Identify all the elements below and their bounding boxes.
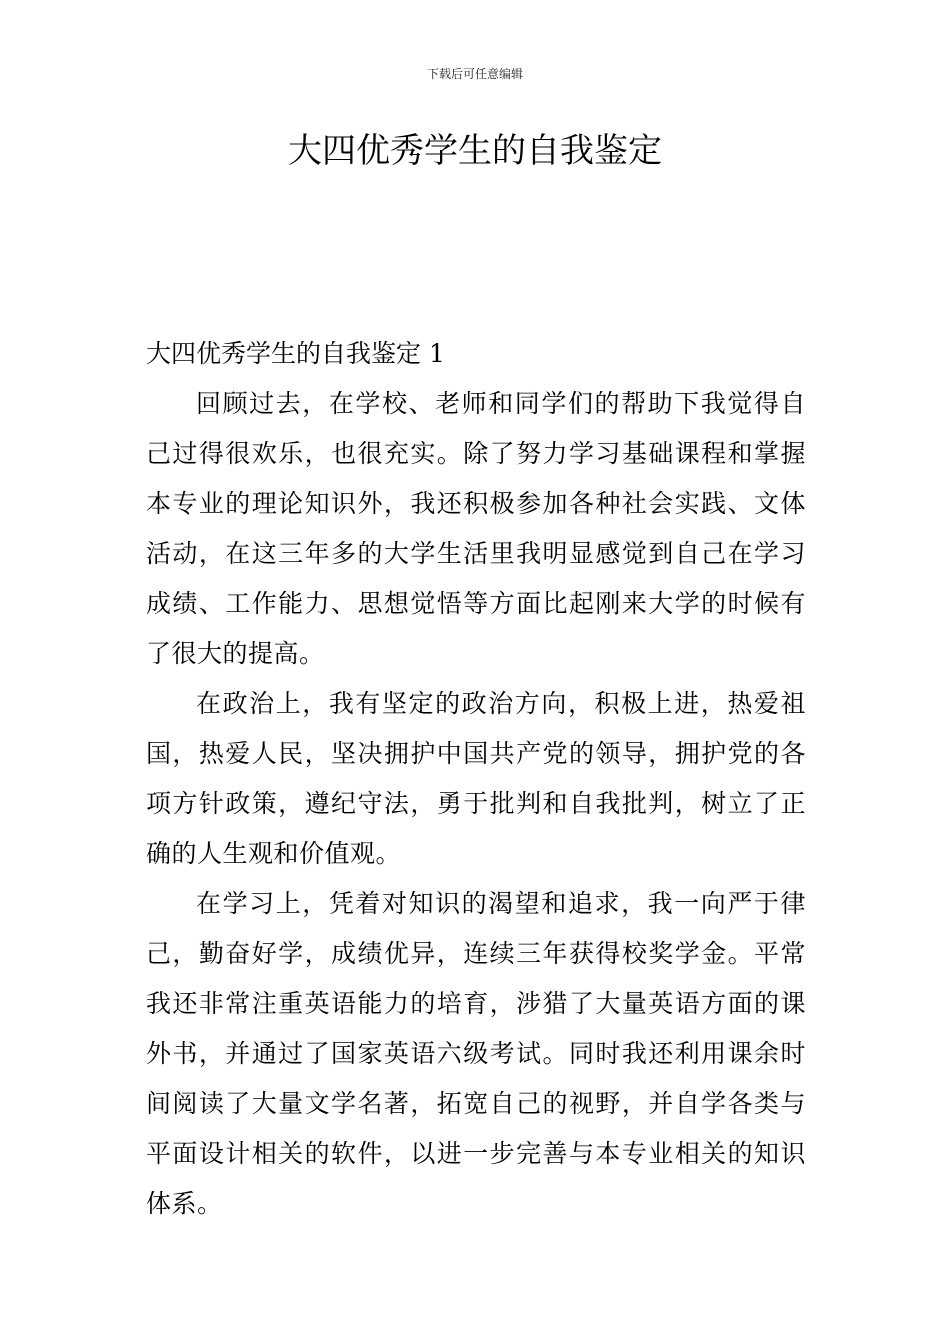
paragraph-review: 回顾过去，在学校、老师和同学们的帮助下我觉得自己过得很欢乐，也很充实。除了努力学习基础课程和掌握本专业的理论知识外，我还积极参加各种社会实践、文体活动，在这三年多的大学生活里我明显感觉到自己在学习成绩、工作能力、思想觉悟等方面比起刚来大学的时候有了很大的提高。: [146, 389, 806, 668]
paragraph-study: 在学习上，凭着对知识的渴望和追求，我一向严于律己，勤奋好学，成绩优异，连续三年获得校奖学金。平常我还非常注重英语能力的培育，涉猎了大量英语方面的课外书，并通过了国家英语六级考试。同时我还利用课余时间阅读了大量文学名著，拓宽自己的视野，并自学各类与平面设计相关的软件，以进一步完善与本专业相关的知识体系。: [146, 889, 806, 1218]
paragraph-politics: 在政治上，我有坚定的政治方向，积极上进，热爱祖国，热爱人民，坚决拥护中国共产党的领导，拥护党的各项方针政策，遵纪守法，勇于批判和自我批判，树立了正确的人生观和价值观。: [146, 689, 806, 868]
header-note: 下载后可任意编辑: [426, 67, 523, 81]
document-body: [146, 329, 806, 1229]
section-heading: 大四优秀学生的自我鉴定 1: [146, 339, 445, 368]
document-title: 大四优秀学生的自我鉴定: [288, 131, 662, 171]
